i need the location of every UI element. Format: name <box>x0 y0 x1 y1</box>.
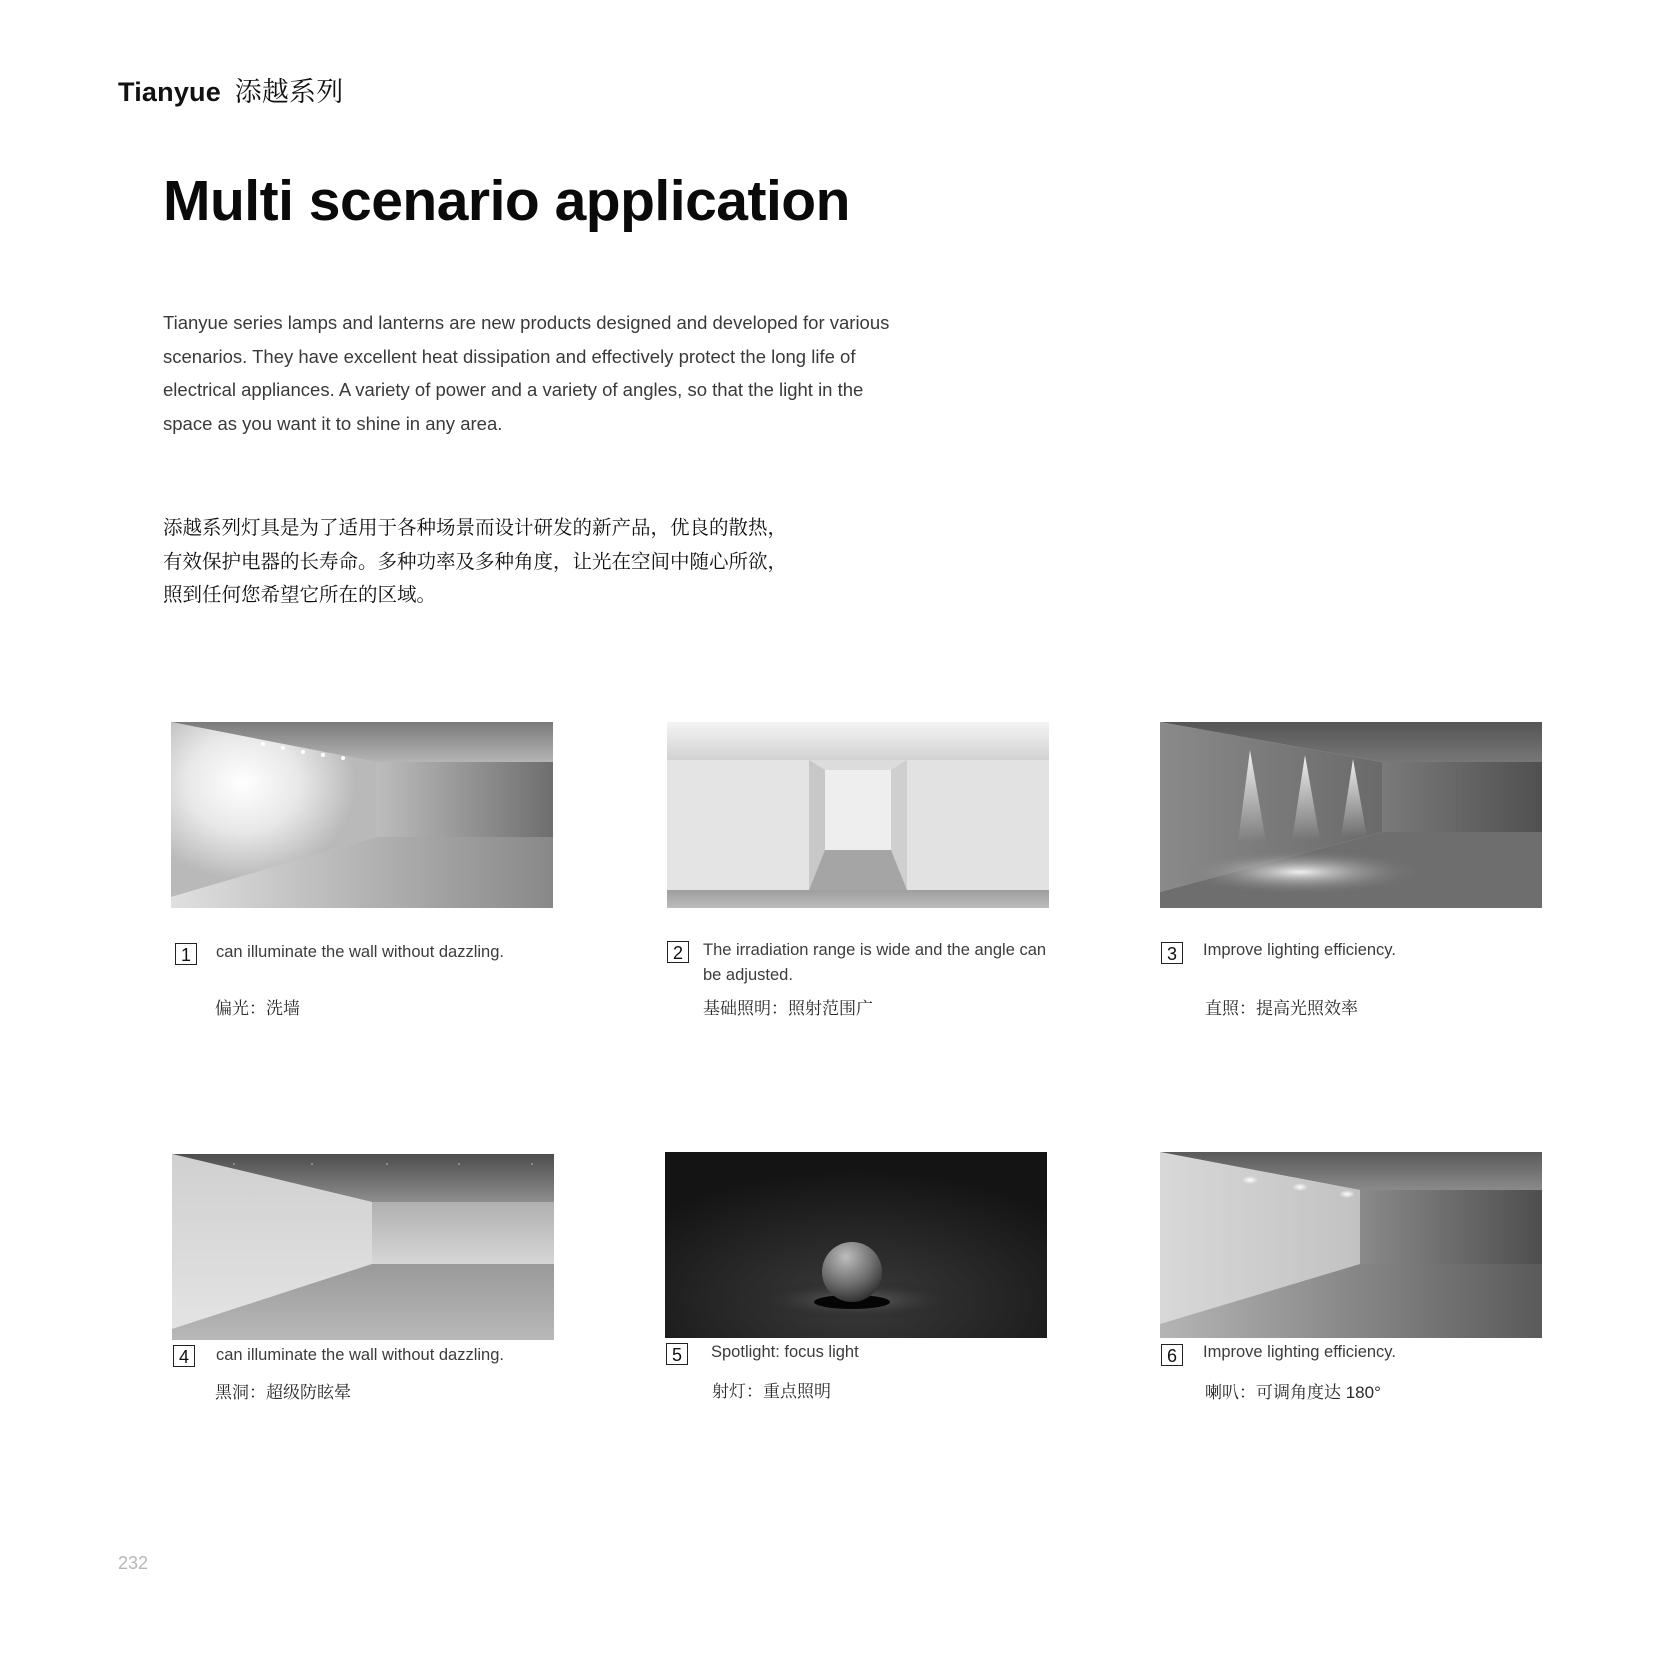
intro-en-line: space as you want it to shine in any area. <box>163 412 503 434</box>
scenario-number-6: 6 <box>1161 1344 1183 1366</box>
series-title <box>118 70 343 109</box>
scenario-number-1: 1 <box>175 943 197 965</box>
scenario-image-anti-glare <box>172 1154 554 1340</box>
scenario-caption-cn-2: 基础照明：照射范围广 <box>703 999 873 1018</box>
series-title-en: Tianyue <box>118 77 221 107</box>
scenario-number-3: 3 <box>1161 942 1183 964</box>
scenario-caption-en-2: The irradiation range is wide and the angle can be adjusted. <box>703 941 1047 984</box>
scenario-caption-cn-6: 喇叭：可调角度达 180° <box>1205 1383 1381 1402</box>
scenario-number-2: 2 <box>667 941 689 963</box>
page-number: 232 <box>118 1553 149 1573</box>
scenario-image-corridor <box>667 722 1049 908</box>
intro-chinese <box>163 512 823 613</box>
intro-cn-line: 照到任何您希望它所在的区域。 <box>163 584 437 606</box>
intro-english <box>163 306 923 440</box>
scenario-caption-cn-4: 黑洞：超级防眩晕 <box>215 1383 351 1402</box>
scenario-caption-en-6: Improve lighting efficiency. <box>1203 1343 1396 1361</box>
scenario-number-5: 5 <box>666 1343 688 1365</box>
scenario-caption-cn-5: 射灯：重点照明 <box>712 1382 831 1401</box>
intro-cn-line: 添越系列灯具是为了适用于各种场景而设计研发的新产品，优良的散热， <box>163 517 788 539</box>
scenario-caption-en-1: can illuminate the wall without dazzling. <box>216 943 504 961</box>
series-title-cn: 添越系列 <box>234 77 344 107</box>
scenario-caption-en-5: Spotlight: focus light <box>711 1343 859 1361</box>
intro-cn-line: 有效保护电器的长寿命。多种功率及多种角度，让光在空间中随心所欲， <box>163 550 788 573</box>
scenario-caption-en-3: Improve lighting efficiency. <box>1203 941 1396 959</box>
scenario-image-downlight <box>1160 722 1542 908</box>
scenario-image-spotlight <box>665 1152 1047 1338</box>
intro-en-line: scenarios. They have excellent heat dissipation and effectively protect the long life of <box>163 345 856 367</box>
scenario-caption-en-4: can illuminate the wall without dazzling. <box>216 1346 504 1364</box>
scenario-caption-cn-1: 偏光：洗墙 <box>215 999 300 1018</box>
intro-en-line: Tianyue series lamps and lanterns are new products designed and developed for various <box>163 312 890 333</box>
scenario-image-wall-wash <box>171 722 553 908</box>
scenario-image-adjustable <box>1160 1152 1542 1338</box>
scenario-number-4: 4 <box>173 1345 195 1367</box>
intro-en-line: electrical appliances. A variety of power and a variety of angles, so that the light in the <box>163 379 864 400</box>
page-title: Multi scenario application <box>163 169 850 233</box>
scenario-caption-cn-3: 直照：提高光照效率 <box>1205 999 1358 1018</box>
